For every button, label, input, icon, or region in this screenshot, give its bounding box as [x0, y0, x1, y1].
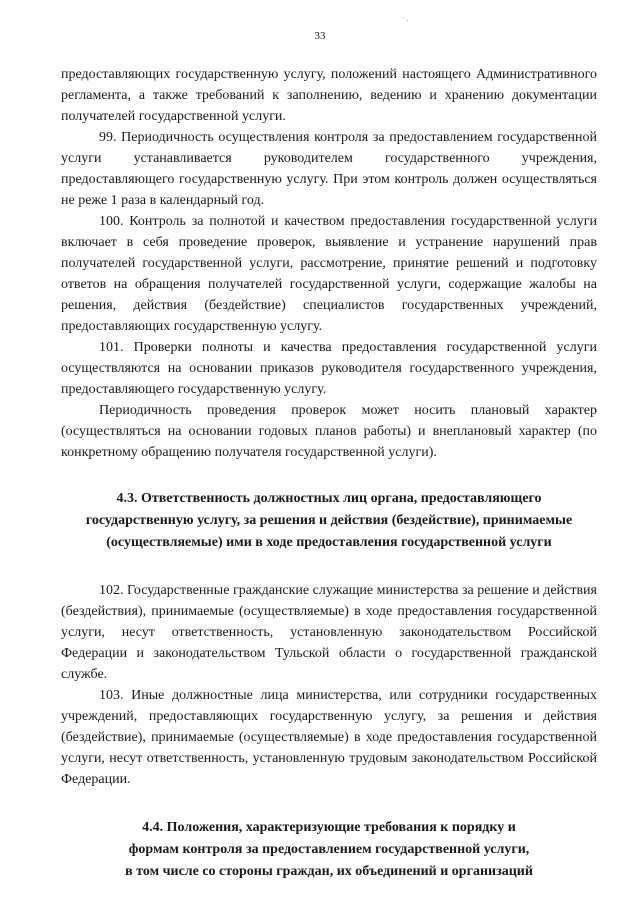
page-number: 33 — [314, 30, 326, 42]
section-heading-4-4 — [61, 817, 597, 883]
document-body — [61, 64, 597, 883]
section-heading-4-4-line-1: 4.4. Положения, характеризующие требования к порядку и — [142, 820, 516, 835]
paragraph-continuation: предоставляющих государственную услугу, положений настоящего Административного регламента, а также требований к заполнению, ведению и хранению документации получателей государственной услуги. — [61, 67, 597, 124]
paragraph-99: 99. Периодичность осуществления контроля за предоставлением государственной услуги устанавливается руководителем государственного учреждения, предоставляющего государственную услугу. При этом контроль должен осуществляться не реже 1 раза в календарный год. — [61, 130, 597, 208]
paragraph-101: 101. Проверки полноты и качества предоставления государственной услуги осуществляются на основании приказов руководителя государственного учреждения, предоставляющего государственную услугу. — [61, 340, 597, 397]
section-heading-4-4-line-3: в том числе со стороны граждан, их объединений и организаций — [125, 864, 533, 879]
paragraph-101-periodicity: Периодичность проведения проверок может носить плановый характер (осуществляться на основании годовых планов работы) и внеплановый характер (по конкретному обращению получателя государственной услуги). — [61, 403, 597, 460]
scan-speck: · . — [402, 14, 409, 23]
section-heading-4-3: 4.3. Ответственность должностных лиц органа, предоставляющего государственную услугу, за решения и действия (бездействие), принимаемые (осуществляемые) ими в ходе предоставления государственной услуги — [85, 491, 573, 550]
section-heading-4-4-line-2: формам контроля за предоставлением государственной услуги, — [128, 842, 530, 857]
paragraph-103: 103. Иные должностные лица министерства, или сотрудники государственных учреждений, предоставляющих государственную услугу, за решения и действия (бездействие), принимаемые (осуществляемые) в ходе предоставления государственной услуги, несут ответственность, установленную трудовым законодательством Российской Федерации. — [61, 688, 597, 787]
paragraph-102: 102. Государственные гражданские служащие министерства за решение и действия (бездействия), принимаемые (осуществляемые) в ходе предоставления государственной услуги, несут ответственность, установленную законодательством Российской Федерации и законодательством Тульской области о государственной гражданской службе. — [61, 583, 597, 682]
paragraph-100: 100. Контроль за полнотой и качеством предоставления государственной услуги включает в себя проведение проверок, выявление и устранение нарушений прав получателей государственной услуги, рассмотрение, принятие решений и подготовку ответов на обращения получателей государственной услуги, содержащие жалобы на решения, действия (бездействие) специалистов государственных учреждений, предоставляющих государственную услугу. — [61, 214, 597, 334]
